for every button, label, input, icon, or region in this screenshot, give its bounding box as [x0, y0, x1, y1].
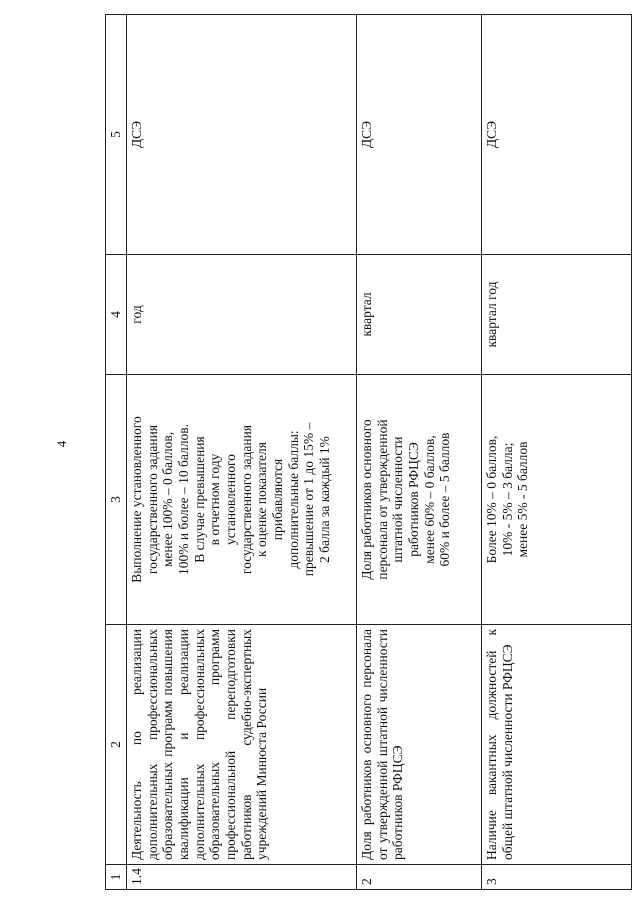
indicators-table: [105, 14, 632, 890]
criteria-line: В случае превышения: [191, 436, 207, 563]
header-row: [106, 15, 127, 890]
indicator-text: Доля работников основного персонала от утвержденной штатной численности работников РФЦСЭ: [357, 625, 482, 865]
criteria-line: к оценке показателя: [254, 442, 270, 557]
criteria-line: Выполнение установленного: [129, 416, 144, 583]
criteria-line: штатной численности: [390, 436, 406, 563]
period-text: квартал: [357, 255, 482, 375]
page-number: 4: [54, 440, 69, 448]
header-col-1: 1: [106, 865, 127, 890]
header-col-2: 2: [106, 625, 127, 865]
criteria-line: дополнительные баллы:: [285, 430, 301, 569]
criteria-line: 100% и более – 10 баллов.: [175, 424, 191, 575]
criteria-line: прибавляются: [269, 458, 285, 541]
criteria-line: 10% - 5% – 3 балла;: [499, 442, 515, 557]
criteria-line: в отчетном году: [207, 453, 223, 546]
row-number: 2: [357, 865, 482, 890]
period-text: квартал год: [482, 255, 632, 375]
criteria-line: государственного задания: [238, 424, 254, 575]
criteria-line: установленного: [222, 454, 238, 545]
criteria-line: работников РФЦСЭ: [405, 442, 421, 557]
criteria-line: государственного задания: [144, 424, 160, 575]
criteria-line: Более 10% – 0 баллов,: [484, 435, 499, 564]
criteria-cell: [127, 375, 357, 625]
table-row: [127, 15, 357, 890]
period-text: год: [127, 255, 357, 375]
criteria-line: менее 100% – 0 баллов,: [160, 431, 176, 568]
criteria-line: Доля работников основного: [359, 419, 374, 580]
source-text: ДСЭ: [357, 15, 482, 255]
criteria-line: менее 5% - 5 баллов: [515, 441, 531, 558]
source-text: ДСЭ: [482, 15, 632, 255]
indicator-text: Наличие вакантных должностей к общей штатной численности РФЦСЭ: [482, 625, 632, 865]
table-row: [482, 15, 632, 890]
rotated-content: [105, 15, 630, 890]
indicator-text: Деятельность по реализации дополнительных профессиональных образовательных программ повышения квалификации и реализации дополнительных профессиональных образовательных программ профессиональной переподготовки работников судебно-экспертных учреждений Минюста России: [127, 625, 357, 865]
row-number: 3: [482, 865, 632, 890]
header-col-3: 3: [106, 375, 127, 625]
criteria-line: 60% и более – 5 баллов: [437, 432, 453, 567]
criteria-line: менее 60% – 0 баллов,: [421, 435, 437, 564]
criteria-line: 2 балла за каждый 1%: [316, 436, 332, 563]
criteria-line: персонала от утвержденной: [374, 419, 390, 580]
table-row: [357, 15, 482, 890]
row-number: 1.4: [127, 865, 357, 890]
criteria-line: превышение от 1 до 15% –: [301, 422, 317, 577]
header-col-4: 4: [106, 255, 127, 375]
criteria-cell: [357, 375, 482, 625]
source-text: ДСЭ: [127, 15, 357, 255]
criteria-cell: [482, 375, 632, 625]
header-col-5: 5: [106, 15, 127, 255]
